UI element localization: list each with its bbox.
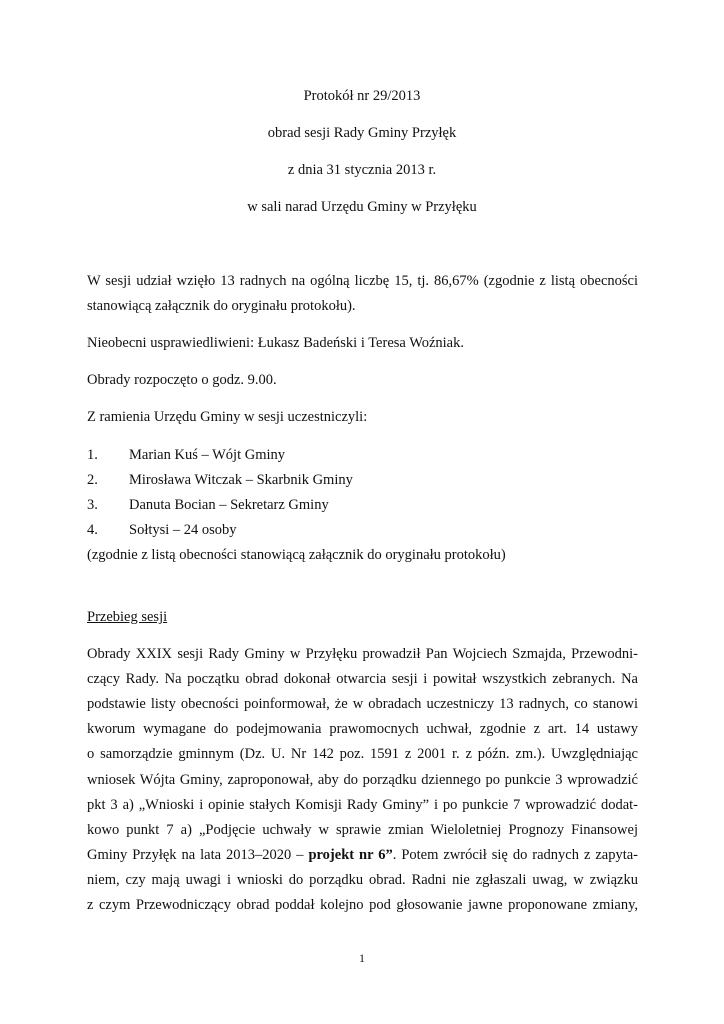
participant-item: Mirosława Witczak – Skarbnik Gminy — [129, 472, 353, 488]
participants-note: (zgodnie z listą obecności stanowiącą załącznik do oryginału protokołu) — [87, 547, 506, 563]
body-line: niem, czy mają uwagi i wnioski do porządku obrad. Radni nie zgłaszali uwag, w związku — [87, 872, 638, 888]
body-line: kworum wymagane do podejmowania prawomocnych uchwał, zgodnie z art. 14 ustawy — [87, 721, 638, 737]
body-line: pkt 3 a) „Wnioski i opinie stałych Komisji Rady Gminy” i po punkcie 7 wprowadzić dodat- — [87, 797, 638, 813]
participant-number: 3. — [87, 497, 98, 513]
session-start: Obrady rozpoczęto o godz. 9.00. — [87, 372, 277, 388]
body-text: Gminy Przyłęk na lata 2013–2020 – — [87, 847, 309, 863]
body-text: . Potem zwrócił się do radnych z zapyta- — [392, 847, 638, 863]
body-line: z czym Przewodniczący obrad poddał kolejno pod głosowanie jawne proponowane zmiany, — [87, 897, 638, 913]
body-line: podstawie listy obecności poinformował, że w obradach uczestniczy 13 radnych, co stanowi — [87, 696, 638, 712]
protocol-title: Protokół nr 29/2013 — [303, 88, 421, 104]
participant-number: 2. — [87, 472, 98, 488]
body-line: kowo punkt 7 a) „Podjęcie uchwały w sprawie zmian Wieloletniej Prognozy Finansowej — [87, 822, 638, 838]
participant-number: 4. — [87, 522, 98, 538]
body-line: wniosek Wójta Gminy, zaproponował, aby do porządku dziennego po punkcie 3 wprowadzić — [87, 772, 638, 788]
page-number: 1 — [359, 951, 365, 965]
body-line: o samorządzie gminnym (Dz. U. Nr 142 poz. 1591 z 2001 r. z późn. zm.). Uwzględniając — [87, 746, 638, 762]
protocol-place: w sali narad Urzędu Gminy w Przyłęku — [247, 199, 477, 215]
participant-item: Sołtysi – 24 osoby — [129, 522, 237, 538]
section-title: Przebieg sesji — [87, 609, 168, 625]
attendance-line-2: stanowiącą załącznik do oryginału protokołu). — [87, 298, 356, 314]
body-line: czący Rady. Na początku obrad dokonał otwarcia sesji i powitał wszystkich zebranych. Na — [87, 671, 638, 687]
protocol-subtitle: obrad sesji Rady Gminy Przyłęk — [267, 125, 457, 141]
body-line — [87, 846, 638, 864]
body-line: Obrady XXIX sesji Rady Gminy w Przyłęku prowadził Pan Wojciech Szmajda, Przewodni- — [87, 646, 638, 662]
participant-number: 1. — [87, 447, 98, 463]
participant-item: Danuta Bocian – Sekretarz Gminy — [129, 497, 329, 513]
participant-item: Marian Kuś – Wójt Gminy — [129, 447, 285, 463]
office-intro: Z ramienia Urzędu Gminy w sesji uczestniczyli: — [87, 409, 368, 425]
absent-members: Nieobecni usprawiedliwieni: Łukasz Badeński i Teresa Woźniak. — [87, 335, 464, 351]
project-reference: projekt nr 6” — [308, 847, 393, 863]
protocol-date: z dnia 31 stycznia 2013 r. — [287, 162, 437, 178]
attendance-line-1: W sesji udział wzięło 13 radnych na ogólną liczbę 15, tj. 86,67% (zgodnie z listą obecności — [87, 273, 638, 289]
